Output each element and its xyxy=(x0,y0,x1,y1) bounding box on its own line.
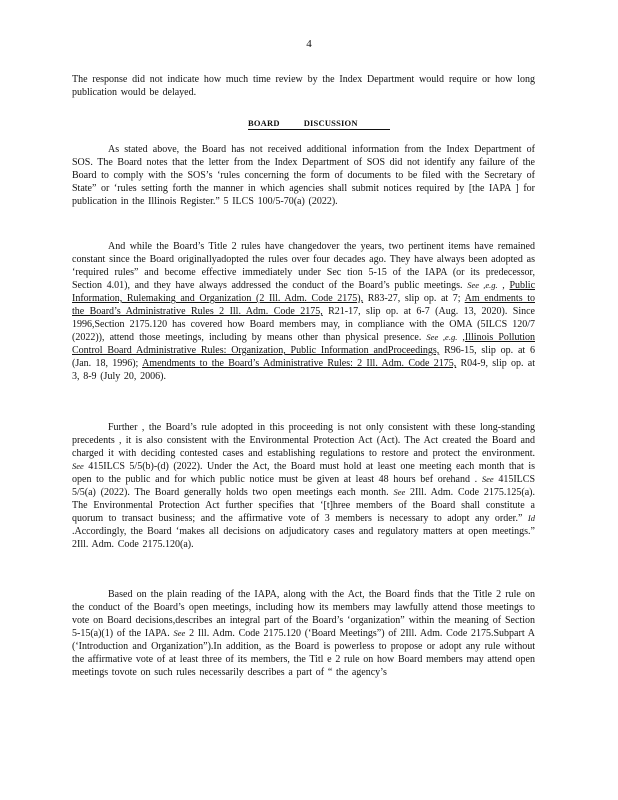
p2-text-7: R04-9, slip op. at 3, 8-9 (July 20, 2006). xyxy=(72,358,535,382)
p2-text-3: R83-27, slip op. at 7; xyxy=(363,293,461,304)
p4-text-1: Based on the plain reading of the IAPA, along with the Act, the Board finds that the Title 2 rule on the conduct of the Board’s open meetings, including how its members may lawfully attend those meetings to vote on Board decisions,describes an integral part of the Board’s ‘organization” within the meaning of Section 5-15(a)(1) of the IAPA. xyxy=(72,589,535,639)
p2-text-6: R96-15, slip op. at 6 (Jan. 18, 1996); xyxy=(72,345,535,369)
p2-citation-1: Public Information, Rulemaking and Organization (2 Ill. Adm. Code 2175), xyxy=(72,280,536,304)
p2-text-1: And while the Board’s Title 2 rules have changedover the years, two pertinent items have remained constant since the Board originallyadopted the rules over four decades ago. They have always been adopted as ‘required rules” and become effective immediately under Sec tion 5-15 of the IAPA (or its predecessor, Section 4.01), and they have always addressed the conduct of the Board’s public meetings. xyxy=(72,241,535,291)
p3-text-5: .Accordingly, the Board ‘makes all decisions on adjudicatory cases and regulatory matters at open meetings.” 2Ill. Adm. Code 2175.120(a). xyxy=(72,526,535,550)
paragraph-3 xyxy=(72,421,535,551)
page-number: 4 xyxy=(306,38,312,50)
p3-signal-3: See xyxy=(393,487,406,497)
heading-word-discussion: DISCUSSION xyxy=(303,118,358,128)
paragraph-1: As stated above, the Board has not received additional information from the Index Department of SOS. The Board notes that the letter from the Index Department of SOS did not identify any failure of the Board to comply with the SOS’s ‘rules concerning the form of documents to be filed with the Secretary of State” or ‘rules setting forth the manner in which agencies shall submit notices required by [the IAPA ] for publication in the Illinois Register.” 5 ILCS 100/5-70(a) (2022). xyxy=(72,144,535,207)
p4-signal-1: See xyxy=(173,628,186,638)
p4-text-2: 2 Ill. Adm. Code 2175.120 (‘Board Meetings”) of 2Ill. Adm. Code 2175.Subpart A (‘Introduction and Organization”).In addition, as the Board is powerless to propose or adopt any rule without the affirmative vote of at least three of its members, the Titl e 2 rule on how Board members may attend open meetings tovote on such rules necessarily describes a part of “ the agency’s xyxy=(72,628,536,678)
section-heading xyxy=(248,118,390,130)
p2-signal-2: See ,e.g. xyxy=(426,332,458,342)
heading-word-board: BOARD xyxy=(248,118,280,128)
p2-signal-1: See ,e.g. xyxy=(467,280,498,290)
paragraph-2 xyxy=(72,240,535,383)
p3-text-2: 415ILCS 5/5(b)-(d) (2022). Under the Act, the Board must hold at least one meeting each month that is open to the public and for which public notice must be given at least 48 hours bef orehand . xyxy=(72,461,535,485)
intro-paragraph: The response did not indicate how much time review by the Index Department would require or how long publication would be delayed. xyxy=(72,74,535,98)
p2-citation-3: Illinois Pollution Control Board Administrative Rules: Organization, Public Information andProceedings, xyxy=(72,332,536,356)
p2-text-2: , xyxy=(497,280,505,291)
p3-text-4: 2Ill. Adm. Code 2175.125(a). The Environmental Protection Act further specifies that ‘[t]hree members of the Board shall constitute a quorum to transact business; and the affirmative vote of 3 members is necessary to adopt any order.” xyxy=(72,487,535,524)
p2-citation-4: Amendments to the Board’s Administrative Rules: 2 Ill. Adm. Code 2175, xyxy=(142,358,457,369)
p2-text-5: , xyxy=(457,332,465,343)
paragraph-4 xyxy=(72,588,535,679)
p2-text-4: R21-17, slip op. at 6-7 (Aug. 13, 2020). Since 1996,Section 2175.120 has covered how Board members may, in compliance with the OMA (5ILCS 120/7 (2022)), attend those meetings, including by means other than physical presence. xyxy=(72,306,535,343)
p3-text-1: Further , the Board’s rule adopted in this proceeding is not only consistent with these long-standing precedents , it is also consistent with the Environmental Protection Act (Act). The Act created the Board and charged it with deciding contested cases and establishing regulations to restore and protect the environment. xyxy=(72,422,535,459)
p3-text-3: 415ILCS 5/5(a) (2022). The Board generally holds two open meetings each month. xyxy=(72,474,535,498)
p3-signal-1: See xyxy=(72,461,84,471)
p3-signal-2: See xyxy=(481,474,494,484)
p3-signal-4: Id xyxy=(527,513,535,523)
p2-citation-2: Am endments to the Board’s Administrative Rules 2 Ill. Adm. Code 2175, xyxy=(72,293,535,317)
